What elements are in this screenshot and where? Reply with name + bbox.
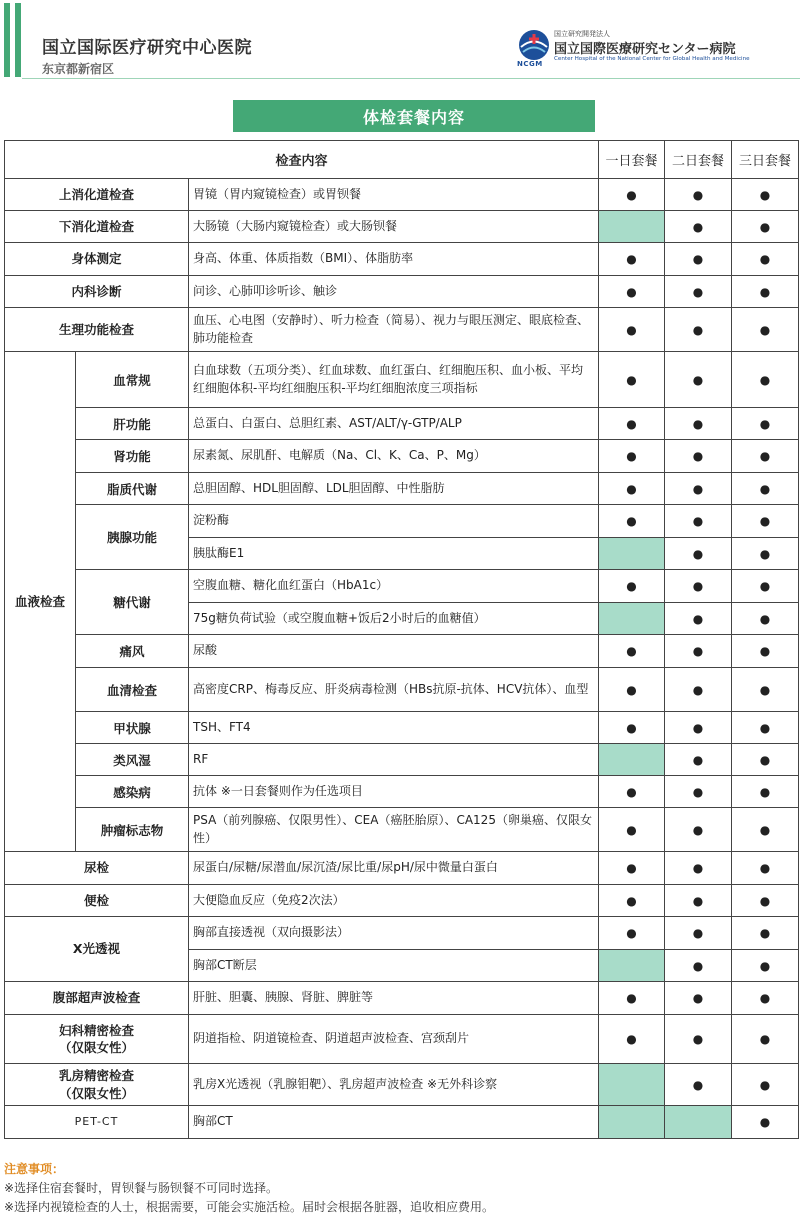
included-dot: ● bbox=[599, 352, 665, 408]
included-dot: ● bbox=[732, 538, 799, 570]
column-header-content: 检查内容 bbox=[5, 141, 599, 179]
category-cell bbox=[5, 917, 189, 982]
category-label: 身体测定 bbox=[71, 251, 122, 267]
items-cell: 尿酸 bbox=[189, 635, 599, 668]
included-dot: ● bbox=[732, 885, 799, 917]
included-dot: ● bbox=[599, 982, 665, 1015]
header-accent-bar bbox=[15, 3, 21, 77]
included-dot: ● bbox=[665, 179, 732, 211]
column-header-day3: 三日套餐 bbox=[732, 141, 799, 179]
included-dot: ● bbox=[732, 982, 799, 1015]
not-included-cell bbox=[599, 1106, 665, 1139]
category-label: 内科诊断 bbox=[71, 283, 122, 299]
items-cell: 乳房X光透视（乳腺钼靶）、乳房超声波检查 ※无外科诊察 bbox=[189, 1064, 599, 1106]
subcategory-cell: 糖代谢 bbox=[76, 570, 189, 635]
logo-abbreviation: NCGM bbox=[517, 60, 543, 68]
subcategory-cell: 痛风 bbox=[76, 635, 189, 668]
included-dot: ● bbox=[599, 668, 665, 712]
table-row bbox=[5, 408, 799, 440]
not-included-cell bbox=[665, 1106, 732, 1139]
logo-japanese-name: 国立国際医療研究センター病院 bbox=[554, 42, 736, 57]
table-row bbox=[5, 440, 799, 473]
table-header-row bbox=[5, 141, 799, 179]
logo-small-text: 国立研究開発法人 bbox=[554, 30, 610, 38]
items-cell: 阴道指检、阴道镜检查、阴道超声波检查、宫颈刮片 bbox=[189, 1015, 599, 1064]
category-label: 腹部超声波检查 bbox=[52, 990, 141, 1006]
table-row bbox=[5, 179, 799, 211]
included-dot: ● bbox=[599, 808, 665, 852]
table-row bbox=[5, 668, 799, 712]
notes-section bbox=[4, 1160, 796, 1218]
subcategory-cell: 血清检查 bbox=[76, 668, 189, 712]
included-dot: ● bbox=[599, 885, 665, 917]
not-included-cell bbox=[599, 950, 665, 982]
checkup-package-table bbox=[4, 140, 799, 1139]
table-row bbox=[5, 211, 799, 243]
category-label: 生理功能检查 bbox=[58, 321, 134, 337]
not-included-cell bbox=[599, 1064, 665, 1106]
table-row bbox=[5, 635, 799, 668]
included-dot: ● bbox=[599, 505, 665, 538]
items-cell: 抗体 ※一日套餐则作为任选项目 bbox=[189, 776, 599, 808]
category-cell bbox=[5, 885, 189, 917]
included-dot: ● bbox=[599, 1015, 665, 1064]
items-cell: 血压、心电图（安静时）、听力检查（简易）、视力与眼压测定、眼底检查、肺功能检查 bbox=[189, 308, 599, 352]
items-cell: 胸部CT bbox=[189, 1106, 599, 1139]
included-dot: ● bbox=[732, 852, 799, 885]
items-cell: RF bbox=[189, 744, 599, 776]
table-row bbox=[5, 1064, 799, 1106]
included-dot: ● bbox=[665, 776, 732, 808]
included-dot: ● bbox=[665, 352, 732, 408]
included-dot: ● bbox=[665, 885, 732, 917]
category-note: （仅限女性） bbox=[58, 1040, 134, 1055]
subcategory-cell: 类风湿 bbox=[76, 744, 189, 776]
included-dot: ● bbox=[732, 179, 799, 211]
category-cell bbox=[5, 982, 189, 1015]
not-included-cell bbox=[599, 211, 665, 243]
category-cell bbox=[5, 179, 189, 211]
included-dot: ● bbox=[665, 308, 732, 352]
table-row bbox=[5, 917, 799, 950]
ncgm-logo bbox=[517, 28, 797, 70]
included-dot: ● bbox=[599, 917, 665, 950]
note-line: ※选择住宿套餐时，胃钡餐与肠钡餐不可同时选择。 bbox=[4, 1181, 279, 1196]
included-dot: ● bbox=[599, 440, 665, 473]
subcategory-cell: 肝功能 bbox=[76, 408, 189, 440]
included-dot: ● bbox=[665, 408, 732, 440]
category-label: 妇科精密检查 bbox=[58, 1022, 134, 1038]
included-dot: ● bbox=[599, 712, 665, 744]
items-cell: 大肠镜（大肠内窥镜检查）或大肠钡餐 bbox=[189, 211, 599, 243]
section-banner-title: 体检套餐内容 bbox=[233, 100, 595, 132]
subcategory-cell: 脂质代谢 bbox=[76, 473, 189, 505]
included-dot: ● bbox=[732, 505, 799, 538]
items-cell: 身高、体重、体质指数（BMI）、体脂肪率 bbox=[189, 243, 599, 276]
included-dot: ● bbox=[599, 276, 665, 308]
header-accent-bar bbox=[4, 3, 10, 77]
included-dot: ● bbox=[665, 712, 732, 744]
included-dot: ● bbox=[599, 408, 665, 440]
included-dot: ● bbox=[665, 917, 732, 950]
included-dot: ● bbox=[665, 744, 732, 776]
table-row bbox=[5, 808, 799, 852]
category-cell bbox=[5, 276, 189, 308]
included-dot: ● bbox=[665, 808, 732, 852]
included-dot: ● bbox=[599, 179, 665, 211]
items-cell: 尿蛋白/尿糖/尿潜血/尿沉渣/尿比重/尿pH/尿中微量白蛋白 bbox=[189, 852, 599, 885]
category-label: 血液检查 bbox=[14, 593, 65, 609]
category-cell bbox=[5, 211, 189, 243]
header-divider bbox=[22, 78, 800, 79]
table-row bbox=[5, 712, 799, 744]
category-cell bbox=[5, 1064, 189, 1106]
items-cell: 尿素氮、尿肌酐、电解质（Na、Cl、K、Ca、P、Mg） bbox=[189, 440, 599, 473]
included-dot: ● bbox=[665, 276, 732, 308]
not-included-cell bbox=[599, 744, 665, 776]
category-cell bbox=[5, 852, 189, 885]
subcategory-cell: 血常规 bbox=[76, 352, 189, 408]
items-cell: PSA（前列腺癌、仅限男性）、CEA（癌胚胎原）、CA125（卵巢癌、仅限女性） bbox=[189, 808, 599, 852]
included-dot: ● bbox=[665, 570, 732, 603]
included-dot: ● bbox=[732, 243, 799, 276]
table-row bbox=[5, 473, 799, 505]
category-cell bbox=[5, 1015, 189, 1064]
included-dot: ● bbox=[665, 243, 732, 276]
category-label: PET-CT bbox=[74, 1115, 119, 1129]
table-row bbox=[5, 982, 799, 1015]
included-dot: ● bbox=[732, 570, 799, 603]
table-row bbox=[5, 570, 799, 603]
items-cell: TSH、FT4 bbox=[189, 712, 599, 744]
ncgm-logo-icon bbox=[517, 28, 551, 62]
included-dot: ● bbox=[665, 1015, 732, 1064]
included-dot: ● bbox=[732, 744, 799, 776]
logo-english-name: Center Hospital of the National Center for Global Health and Medicine bbox=[554, 56, 750, 62]
included-dot: ● bbox=[599, 473, 665, 505]
included-dot: ● bbox=[732, 776, 799, 808]
included-dot: ● bbox=[732, 668, 799, 712]
hospital-location: 东京都新宿区 bbox=[42, 62, 115, 76]
items-cell: 胸部直接透视（双向摄影法） bbox=[189, 917, 599, 950]
included-dot: ● bbox=[665, 668, 732, 712]
included-dot: ● bbox=[665, 505, 732, 538]
included-dot: ● bbox=[732, 808, 799, 852]
included-dot: ● bbox=[665, 1064, 732, 1106]
included-dot: ● bbox=[732, 1106, 799, 1139]
included-dot: ● bbox=[732, 408, 799, 440]
subcategory-cell: 肿瘤标志物 bbox=[76, 808, 189, 852]
included-dot: ● bbox=[665, 635, 732, 668]
items-cell: 75g糖负荷试验（或空腹血糖+饭后2小时后的血糖值） bbox=[189, 603, 599, 635]
included-dot: ● bbox=[665, 852, 732, 885]
category-label: 下消化道检查 bbox=[58, 218, 134, 234]
category-label: 乳房精密检查 bbox=[58, 1068, 134, 1083]
category-cell bbox=[5, 243, 189, 276]
included-dot: ● bbox=[599, 243, 665, 276]
included-dot: ● bbox=[732, 635, 799, 668]
included-dot: ● bbox=[732, 211, 799, 243]
included-dot: ● bbox=[732, 1015, 799, 1064]
included-dot: ● bbox=[732, 950, 799, 982]
hospital-name: 国立国际医疗研究中心医院 bbox=[42, 38, 252, 58]
included-dot: ● bbox=[732, 917, 799, 950]
included-dot: ● bbox=[665, 603, 732, 635]
category-label: X光透视 bbox=[72, 941, 121, 957]
notes-title: 注意事项： bbox=[4, 1162, 65, 1176]
column-header-day2: 二日套餐 bbox=[665, 141, 732, 179]
not-included-cell bbox=[599, 603, 665, 635]
included-dot: ● bbox=[665, 473, 732, 505]
category-note: （仅限女性） bbox=[58, 1085, 134, 1101]
table-row bbox=[5, 505, 799, 538]
table-row bbox=[5, 352, 799, 408]
subcategory-cell: 肾功能 bbox=[76, 440, 189, 473]
items-cell: 高密度CRP、梅毒反应、肝炎病毒检测（HBs抗原-抗体、HCV抗体）、血型 bbox=[189, 668, 599, 712]
items-cell: 空腹血糖、糖化血红蛋白（HbA1c） bbox=[189, 570, 599, 603]
items-cell: 胰肽酶E1 bbox=[189, 538, 599, 570]
included-dot: ● bbox=[599, 635, 665, 668]
table-row bbox=[5, 776, 799, 808]
items-cell: 总胆固醇、HDL胆固醇、LDL胆固醇、中性脂肪 bbox=[189, 473, 599, 505]
included-dot: ● bbox=[732, 603, 799, 635]
table-row bbox=[5, 1015, 799, 1064]
subcategory-cell: 感染病 bbox=[76, 776, 189, 808]
items-cell: 白血球数（五项分类）、红血球数、血红蛋白、红细胞压积、血小板、平均红细胞体积-平均红细胞压积-平均红细胞浓度三项指标 bbox=[189, 352, 599, 408]
table-row bbox=[5, 852, 799, 885]
included-dot: ● bbox=[599, 852, 665, 885]
table-row bbox=[5, 276, 799, 308]
category-label: 上消化道检查 bbox=[58, 186, 134, 202]
included-dot: ● bbox=[732, 276, 799, 308]
category-cell bbox=[5, 308, 189, 352]
category-label: 便检 bbox=[83, 892, 109, 908]
table-row bbox=[5, 308, 799, 352]
items-cell: 淀粉酶 bbox=[189, 505, 599, 538]
items-cell: 总蛋白、白蛋白、总胆红素、AST/ALT/γ-GTP/ALP bbox=[189, 408, 599, 440]
table-row bbox=[5, 744, 799, 776]
included-dot: ● bbox=[665, 440, 732, 473]
not-included-cell bbox=[599, 538, 665, 570]
included-dot: ● bbox=[665, 982, 732, 1015]
table-row bbox=[5, 1106, 799, 1139]
included-dot: ● bbox=[599, 308, 665, 352]
included-dot: ● bbox=[665, 211, 732, 243]
included-dot: ● bbox=[732, 440, 799, 473]
included-dot: ● bbox=[732, 308, 799, 352]
included-dot: ● bbox=[599, 776, 665, 808]
category-cell bbox=[5, 1106, 189, 1139]
column-header-day1: 一日套餐 bbox=[599, 141, 665, 179]
category-label: 尿检 bbox=[83, 860, 109, 876]
table-row bbox=[5, 885, 799, 917]
subcategory-cell: 甲状腺 bbox=[76, 712, 189, 744]
items-cell: 胃镜（胃内窥镜检查）或胃钡餐 bbox=[189, 179, 599, 211]
included-dot: ● bbox=[599, 570, 665, 603]
items-cell: 胸部CT断层 bbox=[189, 950, 599, 982]
included-dot: ● bbox=[732, 712, 799, 744]
included-dot: ● bbox=[732, 1064, 799, 1106]
included-dot: ● bbox=[665, 950, 732, 982]
note-line: ※选择内视镜检查的人士，根据需要，可能会实施活检。届时会根据各脏器，追收相应费用。 bbox=[4, 1200, 495, 1215]
included-dot: ● bbox=[732, 473, 799, 505]
subcategory-cell: 胰腺功能 bbox=[76, 505, 189, 570]
table-row bbox=[5, 243, 799, 276]
included-dot: ● bbox=[665, 538, 732, 570]
items-cell: 问诊、心肺叩诊听诊、触诊 bbox=[189, 276, 599, 308]
items-cell: 肝脏、胆囊、胰腺、肾脏、脾脏等 bbox=[189, 982, 599, 1015]
items-cell: 大便隐血反应（免疫2次法） bbox=[189, 885, 599, 917]
category-cell bbox=[5, 352, 76, 852]
included-dot: ● bbox=[732, 352, 799, 408]
